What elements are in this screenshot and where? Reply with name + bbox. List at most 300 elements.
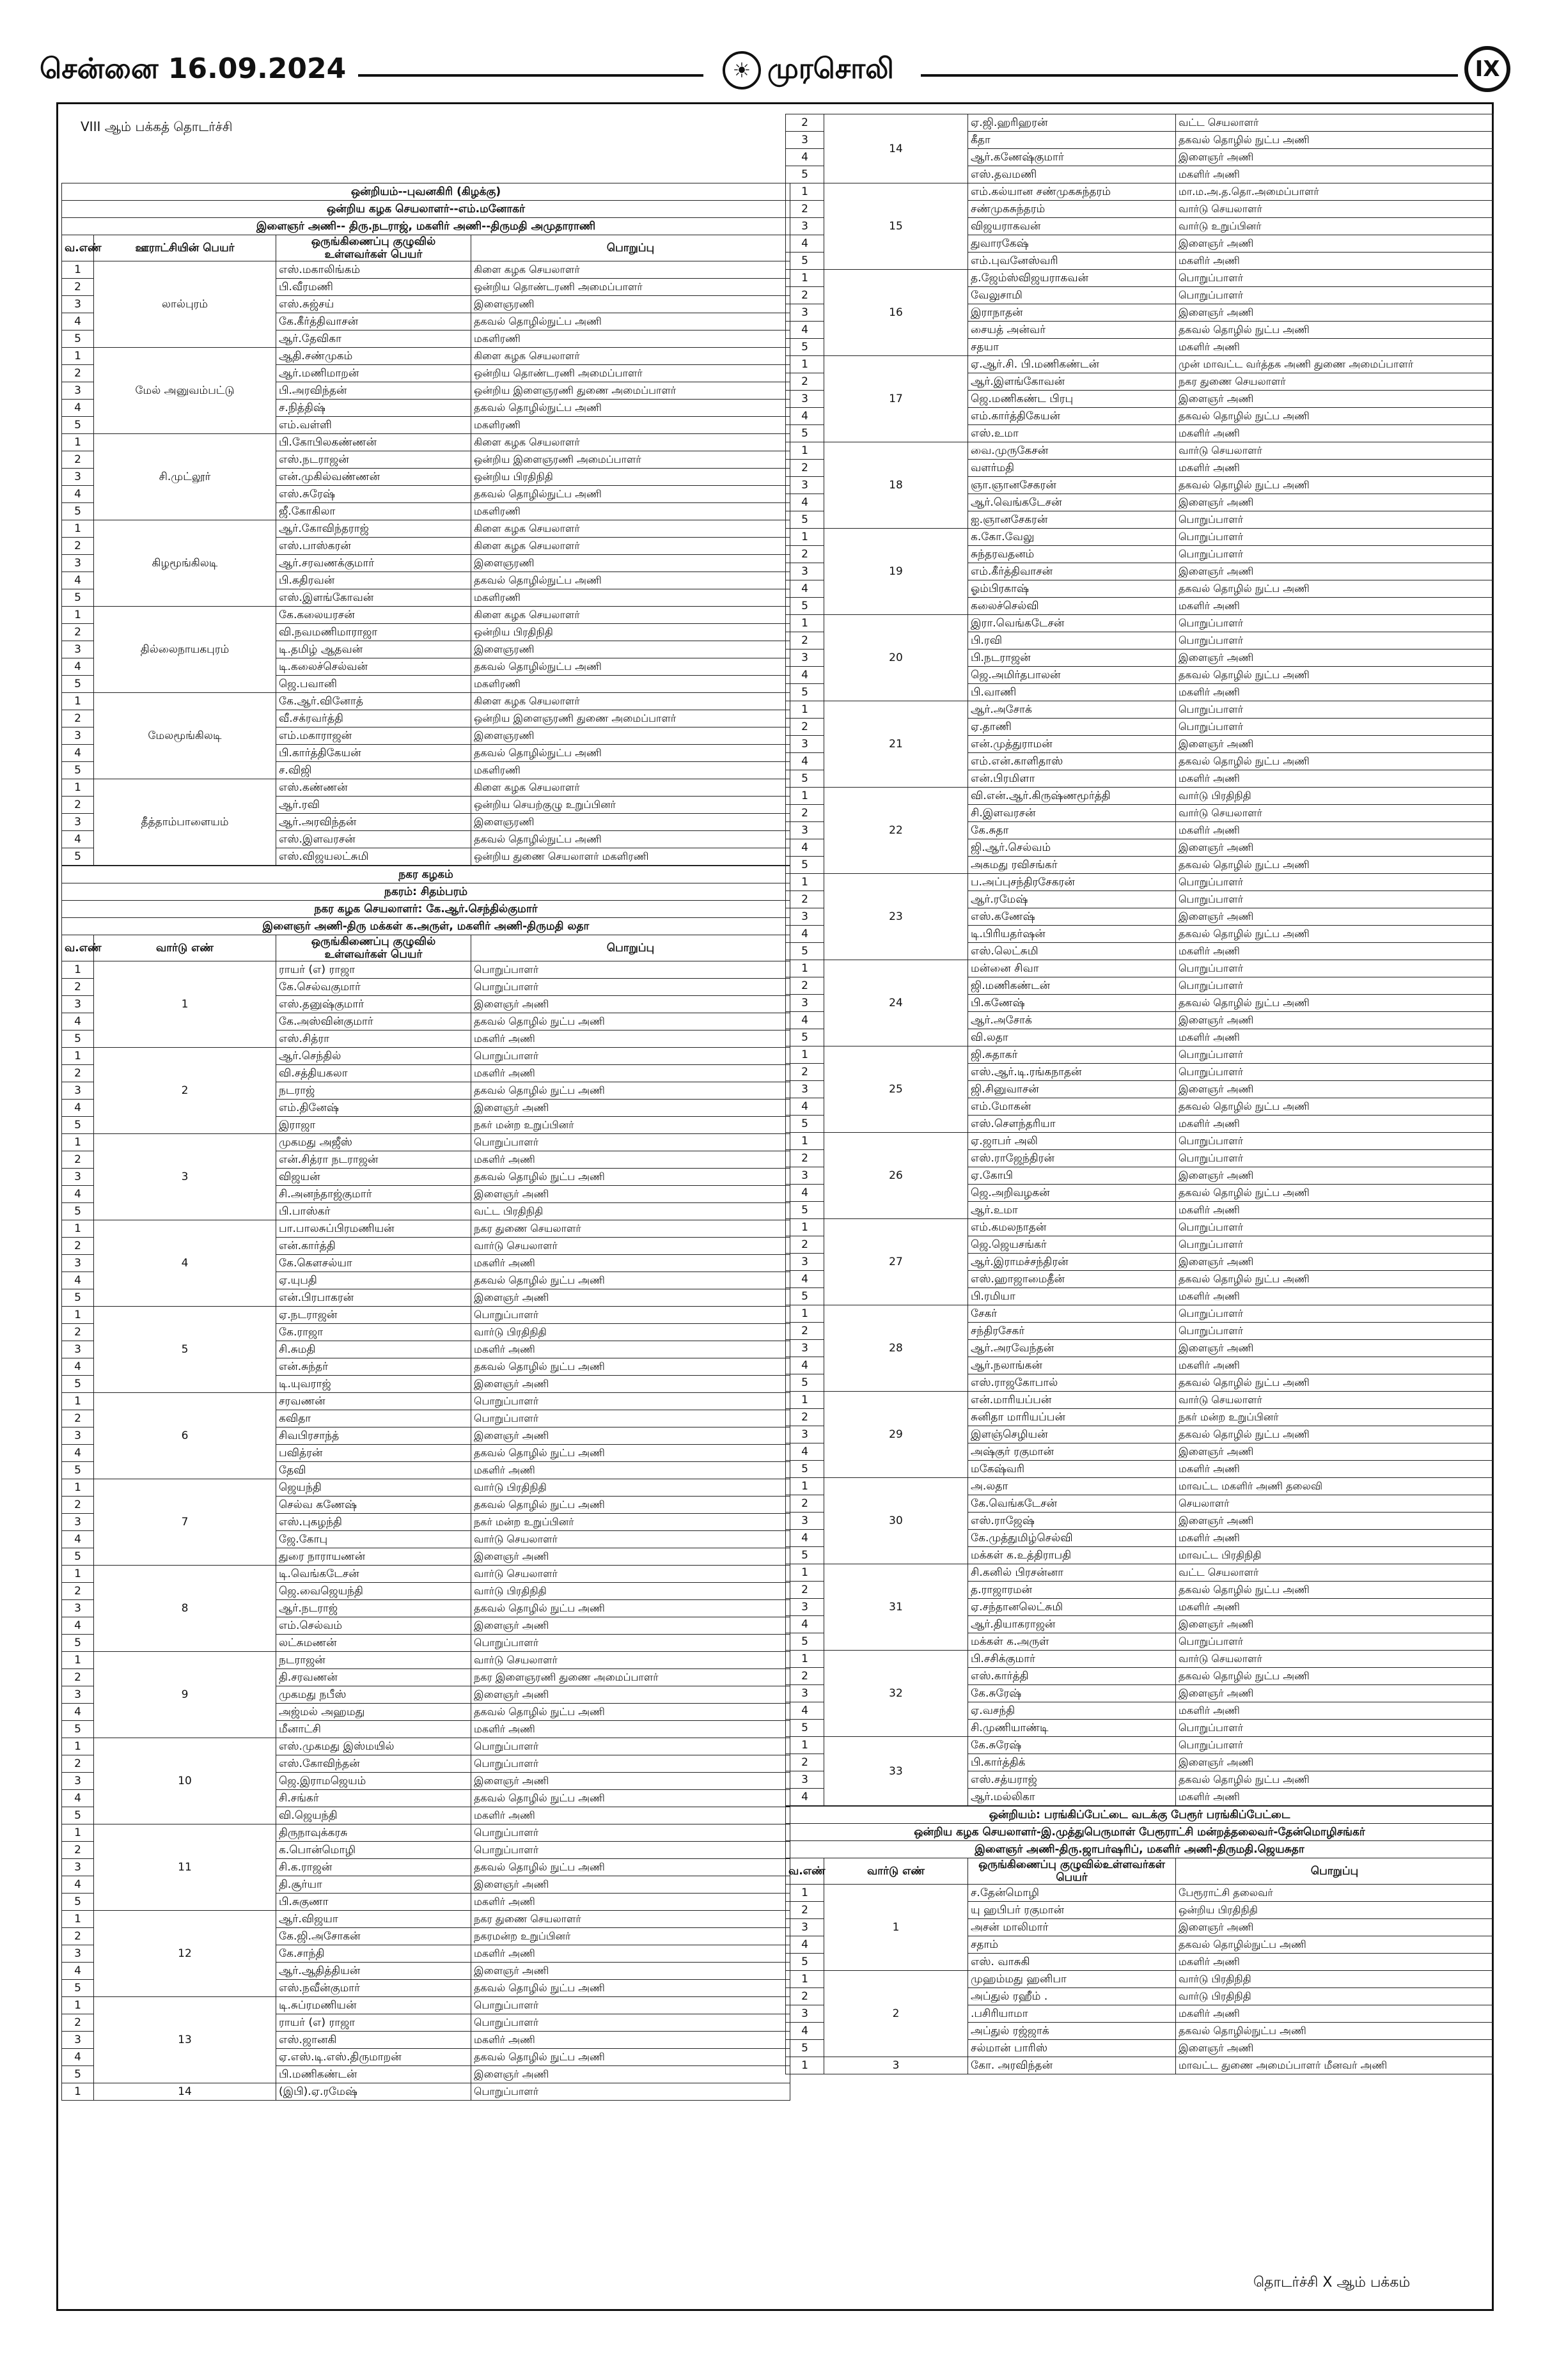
serial-cell: 3 bbox=[786, 1340, 824, 1357]
role-cell: பொறுப்பாளர் bbox=[1176, 511, 1494, 529]
table-row bbox=[786, 1305, 1494, 1323]
member-name-cell: எஸ்.கணேஷ் bbox=[968, 908, 1176, 926]
place-header: வார்டு எண் bbox=[94, 935, 276, 961]
role-cell: தகவல் தொழில் நுட்ப அணி bbox=[1176, 753, 1494, 770]
role-cell: நகர் மன்ற உறுப்பினர் bbox=[1176, 1409, 1494, 1426]
member-name-cell: நடராஜன் bbox=[276, 1652, 471, 1669]
serial-cell: 5 bbox=[62, 1548, 94, 1566]
role-cell: தகவல் தொழில் நுட்ப அணி bbox=[1176, 995, 1494, 1012]
serial-cell: 3 bbox=[786, 1081, 824, 1098]
serial-cell: 3 bbox=[62, 1859, 94, 1876]
place-cell: 4 bbox=[94, 1220, 276, 1307]
member-name-cell: ஏ.வசந்தி bbox=[968, 1702, 1176, 1720]
table-row bbox=[786, 1564, 1494, 1582]
member-name-cell: மீனாட்சி bbox=[276, 1721, 471, 1738]
serial-cell: 5 bbox=[786, 943, 824, 960]
place-cell: தீத்தாம்பாளையம் bbox=[94, 779, 276, 866]
continued-to-note: தொடர்ச்சி X ஆம் பக்கம் bbox=[1253, 2275, 1411, 2291]
serial-cell: 3 bbox=[786, 1254, 824, 1271]
role-cell: பொறுப்பாளர் bbox=[1176, 1150, 1494, 1167]
place-header: ஊராட்சியின் பெயர் bbox=[94, 235, 276, 261]
member-name-cell: எம்.கல்யான சண்முகசுந்தரம் bbox=[968, 183, 1176, 201]
member-name-cell: கே.ஆர்.வினோத் bbox=[276, 693, 471, 710]
serial-cell: 5 bbox=[62, 1203, 94, 1220]
member-name-cell: ராயர் (எ) ராஜா bbox=[276, 961, 471, 979]
serial-cell: 3 bbox=[62, 1341, 94, 1358]
place-cell: 11 bbox=[94, 1824, 276, 1911]
role-cell: பேரூராட்சி தலைவர் bbox=[1176, 1885, 1494, 1902]
serial-cell: 1 bbox=[786, 442, 824, 460]
serial-cell: 1 bbox=[62, 779, 94, 797]
role-cell: மகளிர் அணி bbox=[1176, 598, 1494, 615]
role-cell: வார்டு செயலாளர் bbox=[471, 1566, 790, 1583]
member-name-cell: ஜி.சினுவாசன் bbox=[968, 1081, 1176, 1098]
role-cell: இளைஞர் அணி bbox=[471, 1548, 790, 1566]
serial-cell: 2 bbox=[786, 373, 824, 391]
serial-cell: 2 bbox=[62, 624, 94, 641]
member-name-cell: சி.இளவரசன் bbox=[968, 805, 1176, 822]
table-row bbox=[786, 1046, 1494, 1064]
member-name-cell: சிவபிரசாந்த் bbox=[276, 1427, 471, 1445]
table-row bbox=[62, 2083, 790, 2101]
serial-cell: 3 bbox=[62, 382, 94, 400]
place-cell: 1 bbox=[824, 1885, 968, 1971]
member-name-cell: இரா.வெங்கடேசன் bbox=[968, 615, 1176, 632]
member-name-cell: ஆர்.செந்தில் bbox=[276, 1048, 471, 1065]
role-cell: பொறுப்பாளர் bbox=[471, 2083, 790, 2101]
member-name-cell: ஆதி.சண்முகம் bbox=[276, 348, 471, 365]
serial-cell: 3 bbox=[786, 1771, 824, 1789]
serial-cell: 2 bbox=[62, 710, 94, 727]
member-name-cell: என்.சித்ரா நடராஜன் bbox=[276, 1151, 471, 1169]
role-cell: வார்டு செயலாளர் bbox=[471, 1531, 790, 1548]
role-cell: இளைஞர் அணி bbox=[471, 1427, 790, 1445]
role-cell: பொறுப்பாளர் bbox=[471, 1997, 790, 2014]
section-heading-row bbox=[786, 1841, 1494, 1858]
serial-cell: 4 bbox=[62, 1790, 94, 1807]
role-cell: தகவல் தொழில்நுட்ப அணி bbox=[471, 745, 790, 762]
role-cell: தகவல் தொழில் நுட்ப அணி bbox=[471, 1272, 790, 1289]
serial-cell: 3 bbox=[786, 908, 824, 926]
role-cell: கிளை கழக செயலாளர் bbox=[471, 607, 790, 624]
role-cell: தகவல் தொழில் நுட்ப அணி bbox=[1176, 1185, 1494, 1202]
role-cell: தகவல் தொழில் நுட்ப அணி bbox=[1176, 1582, 1494, 1599]
section-heading-row bbox=[62, 918, 790, 935]
member-name-cell: ஜெயந்தி bbox=[276, 1479, 471, 1497]
member-name-cell: ஆர்.தேவிகா bbox=[276, 331, 471, 348]
role-cell: இளைஞர் அணி bbox=[1176, 649, 1494, 667]
member-name-cell: சந்திரசேகர் bbox=[968, 1323, 1176, 1340]
serial-cell: 4 bbox=[786, 1616, 824, 1633]
member-name-cell: யு ஹபிபர் ரகுமான் bbox=[968, 1902, 1176, 1919]
serial-cell: 1 bbox=[62, 961, 94, 979]
role-cell: பொறுப்பாளர் bbox=[471, 1048, 790, 1065]
chidambaram-town-table-left bbox=[61, 866, 790, 2101]
role-cell: ஒன்றிய துணை செயலாளர் மகளிரணி bbox=[471, 848, 790, 866]
serial-cell: 1 bbox=[786, 960, 824, 977]
member-name-cell: சி.சங்கர் bbox=[276, 1790, 471, 1807]
table-row bbox=[786, 1478, 1494, 1495]
role-cell: வார்டு பிரதிநிதி bbox=[471, 1479, 790, 1497]
serial-cell: 5 bbox=[62, 417, 94, 434]
role-cell: இளைஞர் அணி bbox=[1176, 839, 1494, 857]
member-name-cell: ஜெ.அறிவழகன் bbox=[968, 1185, 1176, 1202]
place-cell: 14 bbox=[824, 114, 968, 183]
member-name-cell: எம்.என்.காளிதாஸ் bbox=[968, 753, 1176, 770]
role-cell: மகளிர் அணி bbox=[471, 1807, 790, 1824]
serial-cell: 1 bbox=[786, 1392, 824, 1409]
section-heading-row bbox=[62, 183, 790, 201]
serial-cell: 2 bbox=[62, 1842, 94, 1859]
serial-cell: 3 bbox=[786, 822, 824, 839]
member-name-cell: சி.அனந்தாஜ்குமார் bbox=[276, 1186, 471, 1203]
serial-cell: 3 bbox=[786, 1513, 824, 1530]
role-cell: கிளை கழக செயலாளர் bbox=[471, 434, 790, 451]
role-cell: தகவல் தொழில் நுட்ப அணி bbox=[1176, 926, 1494, 943]
member-name-cell: எஸ்.தவமணி bbox=[968, 166, 1176, 183]
serial-cell: 4 bbox=[62, 1186, 94, 1203]
member-name-cell: எஸ்.பாஸ்கரன் bbox=[276, 538, 471, 555]
serial-header: வ.எண் bbox=[786, 1858, 824, 1885]
serial-cell: 1 bbox=[786, 529, 824, 546]
role-cell: பொறுப்பாளர் bbox=[1176, 1305, 1494, 1323]
role-cell: மகளிர் அணி bbox=[1176, 1530, 1494, 1547]
role-cell: பொறுப்பாளர் bbox=[1176, 270, 1494, 287]
role-cell: மகளிர் அணி bbox=[1176, 684, 1494, 701]
section-heading-row bbox=[62, 901, 790, 918]
member-name-cell: தேவி bbox=[276, 1462, 471, 1479]
serial-cell: 5 bbox=[786, 1720, 824, 1737]
member-name-cell: பி.பாஸ்கர் bbox=[276, 1203, 471, 1220]
page-number-badge: IX bbox=[1464, 46, 1510, 92]
member-name-cell: என்.கார்த்தி bbox=[276, 1238, 471, 1255]
role-cell: தகவல் தொழில்நுட்ப அணி bbox=[471, 313, 790, 331]
section-heading-row bbox=[62, 218, 790, 235]
member-name-cell: எஸ்.மகாலிங்கம் bbox=[276, 261, 471, 279]
member-name-cell: எஸ்.புகழந்தி bbox=[276, 1514, 471, 1531]
role-cell: தகவல் தொழில் நுட்ப அணி bbox=[471, 1445, 790, 1462]
member-name-cell: கே.செல்வகுமார் bbox=[276, 979, 471, 996]
serial-cell: 1 bbox=[786, 1885, 824, 1902]
table-row bbox=[62, 779, 790, 797]
serial-cell: 3 bbox=[786, 995, 824, 1012]
role-cell: ஒன்றிய செயற்குழு உறுப்பினர் bbox=[471, 797, 790, 814]
member-name-cell: எஸ்.முகமது இஸ்மயில் bbox=[276, 1738, 471, 1755]
table-row bbox=[62, 607, 790, 624]
member-name-cell: வி.நவமணிமாராஜா bbox=[276, 624, 471, 641]
role-cell: பொறுப்பாளர் bbox=[1176, 1236, 1494, 1254]
serial-cell: 5 bbox=[786, 857, 824, 874]
serial-cell: 1 bbox=[62, 261, 94, 279]
role-cell: இளைஞர் அணி bbox=[1176, 1167, 1494, 1185]
serial-cell: 4 bbox=[786, 839, 824, 857]
serial-cell: 2 bbox=[786, 1150, 824, 1167]
parangipettai-table bbox=[785, 1806, 1494, 2074]
member-name-cell: அப்துல் ரஹீம் . bbox=[968, 1988, 1176, 2005]
role-cell: வார்டு பிரதிநிதி bbox=[471, 1324, 790, 1341]
table-row bbox=[62, 1134, 790, 1151]
section-heading-row bbox=[62, 883, 790, 901]
role-cell: நகர துணை செயலாளர் bbox=[471, 1911, 790, 1928]
member-name-cell: கே.ராஜா bbox=[276, 1324, 471, 1341]
issue-date: சென்னை 16.09.2024 bbox=[40, 52, 347, 85]
serial-cell: 2 bbox=[786, 1668, 824, 1685]
role-cell: பொறுப்பாளர் bbox=[471, 1393, 790, 1410]
role-cell: மகளிர் அணி bbox=[1176, 1461, 1494, 1478]
role-cell: தகவல் தொழில் நுட்ப அணி bbox=[1176, 580, 1494, 598]
role-cell: தகவல் தொழில் நுட்ப அணி bbox=[1176, 857, 1494, 874]
role-cell: வார்டு செயலாளர் bbox=[1176, 1392, 1494, 1409]
serial-cell: 5 bbox=[62, 331, 94, 348]
role-cell: வார்டு பிரதிநிதி bbox=[1176, 788, 1494, 805]
serial-cell: 4 bbox=[786, 753, 824, 770]
place-cell: 28 bbox=[824, 1305, 968, 1392]
serial-cell: 1 bbox=[786, 1046, 824, 1064]
member-name-cell: கோ. அரவிந்தன் bbox=[968, 2057, 1176, 2074]
role-cell: ஒன்றிய பிரதிநிதி bbox=[471, 469, 790, 486]
member-name-cell: சரவணன் bbox=[276, 1393, 471, 1410]
table-row bbox=[786, 183, 1494, 201]
serial-cell: 4 bbox=[786, 1936, 824, 1954]
place-cell: 19 bbox=[824, 529, 968, 615]
member-name-cell: லட்சுமணன் bbox=[276, 1635, 471, 1652]
role-cell: கிளை கழக செயலாளர் bbox=[471, 538, 790, 555]
member-name-cell: டி.தமிழ் ஆதவன் bbox=[276, 641, 471, 658]
serial-cell: 3 bbox=[62, 1514, 94, 1531]
serial-cell: 5 bbox=[786, 1954, 824, 1971]
serial-cell: 3 bbox=[62, 641, 94, 658]
serial-cell: 4 bbox=[62, 1617, 94, 1635]
role-cell: தகவல் தொழில் நுட்ப அணி bbox=[1176, 408, 1494, 425]
role-cell: மகளிர் அணி bbox=[471, 1255, 790, 1272]
serial-cell: 1 bbox=[62, 1307, 94, 1324]
place-cell: 25 bbox=[824, 1046, 968, 1133]
member-name-cell: ஆர்.அரவிந்தன் bbox=[276, 814, 471, 831]
member-name-cell: சி.க.ராஜன் bbox=[276, 1859, 471, 1876]
member-name-cell: ஆர்.வெங்கடேசன் bbox=[968, 494, 1176, 511]
serial-cell: 2 bbox=[786, 1988, 824, 2005]
serial-cell: 4 bbox=[62, 486, 94, 503]
serial-cell: 2 bbox=[62, 1755, 94, 1773]
member-name-cell: ஏ.நடராஜன் bbox=[276, 1307, 471, 1324]
serial-cell: 2 bbox=[786, 460, 824, 477]
member-name-cell: ஏ.யுபதி bbox=[276, 1272, 471, 1289]
chidambaram-town-table-right bbox=[785, 114, 1494, 1806]
member-name-cell: ஏ.தாணி bbox=[968, 719, 1176, 736]
column-header-row bbox=[786, 1858, 1494, 1885]
member-name-cell: ஆர்.இளங்கோவன் bbox=[968, 373, 1176, 391]
role-cell: மகளிர் அணி bbox=[1176, 339, 1494, 356]
serial-cell: 2 bbox=[62, 1410, 94, 1427]
role-cell: ஒன்றிய தொண்டரணி அமைப்பாளர் bbox=[471, 365, 790, 382]
member-name-cell: க.கோ.வேலு bbox=[968, 529, 1176, 546]
serial-cell: 3 bbox=[62, 1082, 94, 1100]
place-cell: 2 bbox=[94, 1048, 276, 1134]
serial-cell: 4 bbox=[786, 1789, 824, 1806]
member-name-cell: ஆர்.ரவி bbox=[276, 797, 471, 814]
table-row bbox=[62, 1997, 790, 2014]
serial-cell: 4 bbox=[786, 580, 824, 598]
role-cell: பொறுப்பாளர் bbox=[1176, 977, 1494, 995]
table-row bbox=[786, 874, 1494, 891]
member-name-cell: ஏ.கோபி bbox=[968, 1167, 1176, 1185]
member-name-cell: மக்கள் க.அருள் bbox=[968, 1633, 1176, 1651]
member-name-cell: எஸ்.விஜயலட்சுமி bbox=[276, 848, 471, 866]
role-cell: மகளிர் அணி bbox=[1176, 1599, 1494, 1616]
member-name-cell: டி.கலைச்செல்வன் bbox=[276, 658, 471, 676]
role-cell: பொறுப்பாளர் bbox=[471, 1307, 790, 1324]
role-cell: இளைஞர் அணி bbox=[471, 1100, 790, 1117]
place-cell: 29 bbox=[824, 1392, 968, 1478]
role-cell: கிளை கழக செயலாளர் bbox=[471, 779, 790, 797]
serial-cell: 5 bbox=[62, 503, 94, 520]
role-cell: இளைஞரணி bbox=[471, 641, 790, 658]
serial-cell: 2 bbox=[786, 1064, 824, 1081]
member-name-cell: ஜெ.மணிகண்ட பிரபு bbox=[968, 391, 1176, 408]
serial-cell: 4 bbox=[62, 1272, 94, 1289]
role-cell: கிளை கழக செயலாளர் bbox=[471, 693, 790, 710]
role-cell: மகளிரணி bbox=[471, 589, 790, 607]
role-cell: பொறுப்பாளர் bbox=[471, 979, 790, 996]
role-cell: தகவல் தொழில் நுட்ப அணி bbox=[1176, 667, 1494, 684]
table-row bbox=[786, 356, 1494, 373]
role-cell: இளைஞர் அணி bbox=[1176, 908, 1494, 926]
role-cell: இளைஞர் அணி bbox=[1176, 1443, 1494, 1461]
serial-cell: 3 bbox=[62, 996, 94, 1013]
table-row bbox=[62, 1738, 790, 1755]
member-name-cell: சி.சுமதி bbox=[276, 1341, 471, 1358]
serial-cell: 1 bbox=[786, 1305, 824, 1323]
member-name-cell: எஸ்.இளங்கோவன் bbox=[276, 589, 471, 607]
serial-cell: 1 bbox=[786, 1219, 824, 1236]
place-cell: 16 bbox=[824, 270, 968, 356]
serial-cell: 3 bbox=[786, 649, 824, 667]
role-cell: பொறுப்பாளர் bbox=[471, 1410, 790, 1427]
serial-cell: 1 bbox=[62, 1738, 94, 1755]
serial-cell: 4 bbox=[786, 1098, 824, 1116]
member-name-cell: ஆர்.அசோக் bbox=[968, 1012, 1176, 1029]
member-name-cell: ஜெ.இராமஜெயம் bbox=[276, 1773, 471, 1790]
place-cell: மேல் அனுவம்பட்டு bbox=[94, 348, 276, 434]
role-cell: வார்டு உறுப்பினர் bbox=[1176, 218, 1494, 235]
table-row bbox=[62, 693, 790, 710]
place-cell: 8 bbox=[94, 1566, 276, 1652]
serial-cell: 3 bbox=[62, 1169, 94, 1186]
serial-cell: 1 bbox=[62, 693, 94, 710]
role-header: பொறுப்பு bbox=[1176, 1858, 1494, 1885]
role-cell: வார்டு செயலாளர் bbox=[471, 1652, 790, 1669]
serial-cell: 3 bbox=[62, 1945, 94, 1963]
member-name-cell: இளஞ்செழியன் bbox=[968, 1426, 1176, 1443]
table-row bbox=[786, 615, 1494, 632]
member-name-cell: ஆர்.கோவிந்தராஜ் bbox=[276, 520, 471, 538]
member-name-cell: மகேஷ்வரி bbox=[968, 1461, 1176, 1478]
place-cell: 31 bbox=[824, 1564, 968, 1651]
member-name-cell: வீ.சக்ரவர்த்தி bbox=[276, 710, 471, 727]
member-name-cell: பி.கதிரவன் bbox=[276, 572, 471, 589]
role-cell: இளைஞரணி bbox=[471, 727, 790, 745]
role-cell: பொறுப்பாளர் bbox=[1176, 632, 1494, 649]
serial-cell: 5 bbox=[62, 1721, 94, 1738]
member-name-cell: ராயர் (எ) ராஜா bbox=[276, 2014, 471, 2032]
member-name-cell: பி.கணேஷ் bbox=[968, 995, 1176, 1012]
member-name-cell: ஆர்.ஆதித்தியன் bbox=[276, 1963, 471, 1980]
table-row bbox=[786, 788, 1494, 805]
member-name-cell: கே.வெங்கடேசன் bbox=[968, 1495, 1176, 1513]
serial-cell: 2 bbox=[62, 1065, 94, 1082]
place-cell: 26 bbox=[824, 1133, 968, 1219]
serial-cell: 4 bbox=[786, 926, 824, 943]
member-name-cell: ஜெ.ஜெயசங்கர் bbox=[968, 1236, 1176, 1254]
role-cell: பொறுப்பாளர் bbox=[1176, 1133, 1494, 1150]
table-row bbox=[62, 261, 790, 279]
serial-cell: 1 bbox=[786, 356, 824, 373]
role-cell: கிளை கழக செயலாளர் bbox=[471, 261, 790, 279]
serial-cell: 3 bbox=[786, 2005, 824, 2023]
role-cell: இளைஞர் அணி bbox=[1176, 494, 1494, 511]
place-cell: 14 bbox=[94, 2083, 276, 2101]
serial-cell: 2 bbox=[786, 632, 824, 649]
member-name-cell: பி.வாணி bbox=[968, 684, 1176, 701]
serial-cell: 5 bbox=[786, 770, 824, 788]
member-name-cell: டி.யுவராஜ் bbox=[276, 1376, 471, 1393]
role-cell: மகளிர் அணி bbox=[1176, 460, 1494, 477]
member-name-cell: சி.கனில் பிரசன்னா bbox=[968, 1564, 1176, 1582]
serial-cell: 5 bbox=[62, 1031, 94, 1048]
member-name-cell: ஜெ.அமிர்தபாலன் bbox=[968, 667, 1176, 684]
masthead-rule-right bbox=[921, 74, 1458, 77]
role-header: பொறுப்பு bbox=[471, 235, 790, 261]
member-name-cell: எஸ்.தனுஷ்குமார் bbox=[276, 996, 471, 1013]
role-cell: மகளிர் அணி bbox=[1176, 822, 1494, 839]
member-name-cell: பி.ரவி bbox=[968, 632, 1176, 649]
member-name-cell: ஓம்பிரகாஷ் bbox=[968, 580, 1176, 598]
serial-cell: 5 bbox=[786, 1374, 824, 1392]
member-name-cell: பவித்ரன் bbox=[276, 1445, 471, 1462]
member-name-cell: எஸ்.ஜானகி bbox=[276, 2032, 471, 2049]
serial-cell: 3 bbox=[62, 1427, 94, 1445]
role-cell: தகவல் தொழில் நுட்ப அணி bbox=[471, 2049, 790, 2066]
place-cell: 12 bbox=[94, 1911, 276, 1997]
role-cell: பொறுப்பாளர் bbox=[1176, 1219, 1494, 1236]
member-name-cell: சதாம் bbox=[968, 1936, 1176, 1954]
member-name-cell: எஸ்.சௌந்தரியா bbox=[968, 1116, 1176, 1133]
serial-cell: 3 bbox=[786, 1426, 824, 1443]
role-cell: பொறுப்பாளர் bbox=[1176, 1046, 1494, 1064]
role-cell: இளைஞர் அணி bbox=[1176, 736, 1494, 753]
role-cell: வார்டு செயலாளர் bbox=[1176, 442, 1494, 460]
role-cell: வார்டு செயலாளர் bbox=[1176, 1651, 1494, 1668]
role-cell: இளைஞர் அணி bbox=[471, 1686, 790, 1704]
table-row bbox=[62, 1652, 790, 1669]
column-header-row bbox=[62, 935, 790, 961]
role-cell: பொறுப்பாளர் bbox=[1176, 1323, 1494, 1340]
role-cell: மகளிரணி bbox=[471, 676, 790, 693]
role-cell: மாவட்ட துணை அமைப்பாளர் மீனவர் அணி bbox=[1176, 2057, 1494, 2074]
member-name-cell: அப்துல் ரஜ்ஜாக் bbox=[968, 2023, 1176, 2040]
serial-cell: 3 bbox=[62, 1773, 94, 1790]
member-name-cell: எம்.செல்வம் bbox=[276, 1617, 471, 1635]
serial-cell: 1 bbox=[786, 874, 824, 891]
member-name-cell: எம்.மகாராஜன் bbox=[276, 727, 471, 745]
serial-cell: 2 bbox=[62, 1583, 94, 1600]
member-name-cell: எம்.கார்த்திகேயன் bbox=[968, 408, 1176, 425]
serial-cell: 4 bbox=[62, 831, 94, 848]
member-name-cell: கே.கீர்த்திவாசன் bbox=[276, 313, 471, 331]
role-cell: தகவல் தொழில்நுட்ப அணி bbox=[471, 400, 790, 417]
role-cell: மகளிர் அணி bbox=[1176, 1357, 1494, 1374]
serial-cell: 2 bbox=[786, 1582, 824, 1599]
